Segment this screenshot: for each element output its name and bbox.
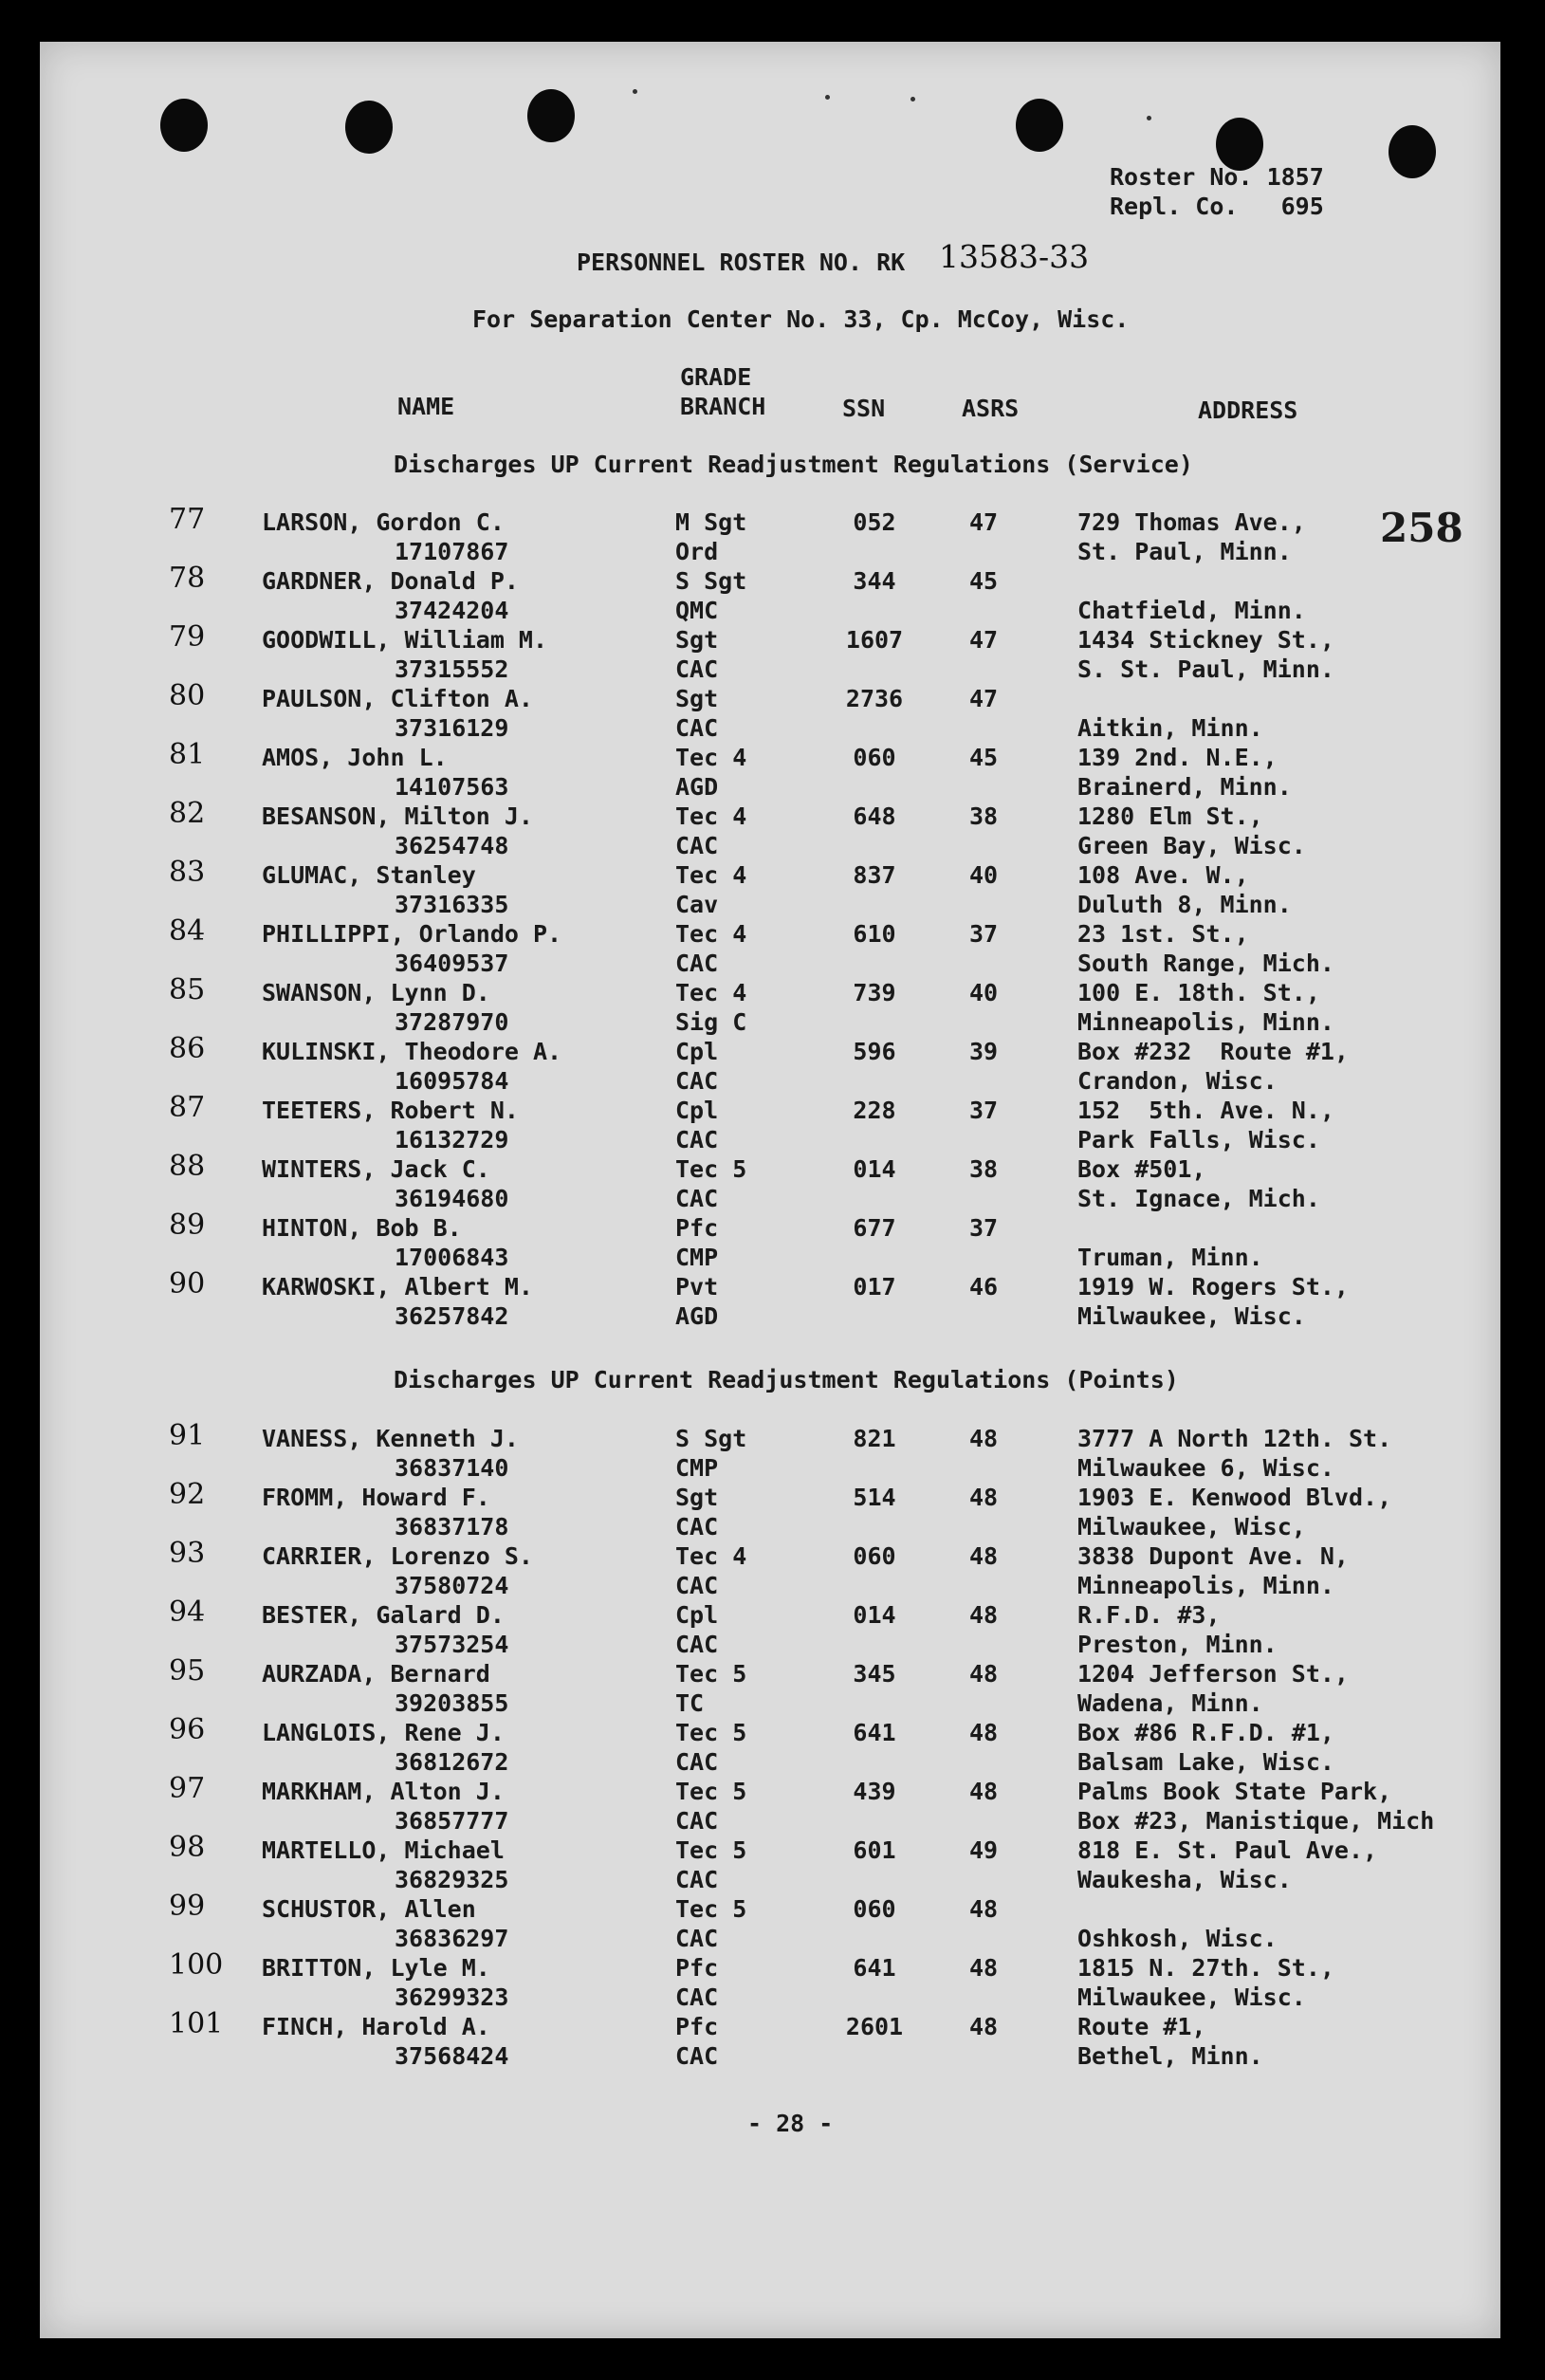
asrs-score: 37: [968, 920, 999, 948]
address-line-2: Bethel, Minn.: [1077, 2042, 1263, 2070]
stamp-number: 258: [1380, 505, 1463, 551]
row-number: 89: [169, 1208, 206, 1242]
address-line-1: 1204 Jefferson St.,: [1077, 1660, 1349, 1688]
branch: CMP: [675, 1454, 719, 1482]
address-line-1: 1815 N. 27th. St.,: [1077, 1954, 1334, 1982]
branch: CAC: [675, 832, 719, 859]
punch-hole: [527, 89, 575, 142]
asrs-score: 48: [968, 1660, 999, 1688]
soldier-name: FROMM, Howard F.: [262, 1484, 490, 1511]
branch: CAC: [675, 1126, 719, 1153]
grade: Sgt: [675, 626, 719, 654]
address-line-1: Box #232 Route #1,: [1077, 1038, 1349, 1065]
asrs-score: 48: [968, 1601, 999, 1629]
serial-number: 36409537: [395, 950, 509, 977]
serial-number: 36194680: [395, 1185, 509, 1212]
branch: CAC: [675, 1572, 719, 1599]
serial-number: 17006843: [395, 1244, 509, 1271]
branch: CAC: [675, 1983, 719, 2011]
row-number: 86: [169, 1032, 206, 1065]
address-line-1: Box #501,: [1077, 1155, 1206, 1183]
serial-number: 16132729: [395, 1126, 509, 1153]
soldier-name: BESANSON, Milton J.: [262, 803, 533, 830]
address-line-2: Crandon, Wisc.: [1077, 1067, 1278, 1095]
branch: CAC: [675, 1925, 719, 1952]
branch: Cav: [675, 891, 719, 918]
address-line-1: 108 Ave. W.,: [1077, 861, 1249, 889]
row-number: 87: [169, 1091, 206, 1124]
branch: CAC: [675, 655, 719, 683]
ssn: 228: [853, 1097, 896, 1124]
address-line-1: 1903 E. Kenwood Blvd.,: [1077, 1484, 1392, 1511]
soldier-name: LARSON, Gordon C.: [262, 508, 505, 536]
soldier-name: GOODWILL, William M.: [262, 626, 548, 654]
address-line-2: Truman, Minn.: [1077, 1244, 1263, 1271]
ssn: 060: [853, 744, 896, 771]
ssn-header: SSN: [842, 395, 886, 422]
serial-number: 37424204: [395, 597, 509, 624]
asrs-score: 48: [968, 2013, 999, 2040]
serial-number: 36829325: [395, 1866, 509, 1893]
row-number: 96: [169, 1713, 206, 1746]
serial-number: 37287970: [395, 1008, 509, 1036]
ssn: 439: [853, 1778, 896, 1805]
soldier-name: MARTELLO, Michael: [262, 1836, 505, 1864]
grade-header: GRADE: [680, 363, 752, 391]
ssn: 837: [853, 861, 896, 889]
serial-number: 36837140: [395, 1454, 509, 1482]
grade: Cpl: [675, 1097, 719, 1124]
grade: Tec 4: [675, 744, 747, 771]
row-number: 99: [169, 1890, 206, 1923]
ssn: 739: [853, 979, 896, 1006]
roster-number: Roster No. 1857: [1110, 163, 1324, 191]
address-line-2: Milwaukee, Wisc,: [1077, 1513, 1306, 1541]
ssn: 641: [853, 1719, 896, 1746]
branch: CAC: [675, 1866, 719, 1893]
ssn: 821: [853, 1425, 896, 1452]
serial-number: 36836297: [395, 1925, 509, 1952]
address-line-2: Chatfield, Minn.: [1077, 597, 1306, 624]
asrs-score: 38: [968, 1155, 999, 1183]
branch: CAC: [675, 1807, 719, 1835]
serial-number: 36299323: [395, 1983, 509, 2011]
address-line-2: St. Paul, Minn.: [1077, 538, 1292, 565]
ssn: 052: [853, 508, 896, 536]
ssn: 596: [853, 1038, 896, 1065]
row-number: 79: [169, 620, 206, 654]
ssn: 514: [853, 1484, 896, 1511]
ssn: 677: [853, 1214, 896, 1242]
grade: Pfc: [675, 2013, 719, 2040]
address-line-2: Waukesha, Wisc.: [1077, 1866, 1292, 1893]
grade: Tec 4: [675, 979, 747, 1006]
serial-number: 37573254: [395, 1631, 509, 1658]
grade: M Sgt: [675, 508, 747, 536]
punch-hole: [1016, 99, 1063, 152]
punch-mark: [910, 97, 915, 101]
ssn: 601: [853, 1836, 896, 1864]
asrs-score: 48: [968, 1954, 999, 1982]
serial-number: 37316129: [395, 714, 509, 742]
row-number: 77: [169, 503, 206, 536]
branch: CMP: [675, 1244, 719, 1271]
roster-title: PERSONNEL ROSTER NO. RK: [577, 249, 906, 276]
serial-number: 36257842: [395, 1302, 509, 1330]
address-line-1: R.F.D. #3,: [1077, 1601, 1221, 1629]
row-number: 93: [169, 1537, 206, 1570]
grade: Cpl: [675, 1601, 719, 1629]
address-line-2: Milwaukee, Wisc.: [1077, 1983, 1306, 2011]
row-number: 81: [169, 738, 206, 771]
branch: Ord: [675, 538, 719, 565]
soldier-name: GLUMAC, Stanley: [262, 861, 476, 889]
address-line-2: South Range, Mich.: [1077, 950, 1334, 977]
asrs-score: 48: [968, 1542, 999, 1570]
row-number: 83: [169, 856, 206, 889]
row-number: 94: [169, 1596, 206, 1629]
row-number: 97: [169, 1772, 206, 1805]
soldier-name: PHILLIPPI, Orlando P.: [262, 920, 562, 948]
address-line-1: 3777 A North 12th. St.: [1077, 1425, 1392, 1452]
soldier-name: WINTERS, Jack C.: [262, 1155, 490, 1183]
grade: Tec 5: [675, 1155, 747, 1183]
branch: QMC: [675, 597, 719, 624]
grade: Tec 5: [675, 1660, 747, 1688]
punch-mark: [825, 95, 830, 100]
section-heading: Discharges UP Current Readjustment Regulations (Points): [394, 1366, 1179, 1393]
page-number: - 28 -: [747, 2110, 834, 2137]
serial-number: 36254748: [395, 832, 509, 859]
soldier-name: FINCH, Harold A.: [262, 2013, 490, 2040]
soldier-name: BESTER, Galard D.: [262, 1601, 505, 1629]
asrs-score: 45: [968, 567, 999, 595]
asrs-score: 48: [968, 1425, 999, 1452]
soldier-name: LANGLOIS, Rene J.: [262, 1719, 505, 1746]
row-number: 78: [169, 562, 206, 595]
address-line-2: Milwaukee, Wisc.: [1077, 1302, 1306, 1330]
branch: CAC: [675, 950, 719, 977]
address-line-1: Palms Book State Park,: [1077, 1778, 1392, 1805]
soldier-name: GARDNER, Donald P.: [262, 567, 519, 595]
ssn: 610: [853, 920, 896, 948]
asrs-header: ASRS: [962, 395, 1020, 422]
name-header: NAME: [397, 393, 455, 420]
ssn: 344: [853, 567, 896, 595]
grade: Pfc: [675, 1214, 719, 1242]
address-line-1: 23 1st. St.,: [1077, 920, 1249, 948]
soldier-name: BRITTON, Lyle M.: [262, 1954, 490, 1982]
branch: CAC: [675, 1185, 719, 1212]
row-number: 91: [169, 1419, 206, 1452]
asrs-score: 39: [968, 1038, 999, 1065]
row-number: 100: [169, 1948, 224, 1982]
address-line-2: Minneapolis, Minn.: [1077, 1572, 1334, 1599]
punch-hole: [1389, 125, 1436, 178]
address-line-1: 3838 Dupont Ave. N,: [1077, 1542, 1349, 1570]
serial-number: 14107563: [395, 773, 509, 801]
branch: CAC: [675, 1067, 719, 1095]
address-line-2: Duluth 8, Minn.: [1077, 891, 1292, 918]
grade: Sgt: [675, 1484, 719, 1511]
ssn: 060: [853, 1895, 896, 1923]
row-number: 95: [169, 1654, 206, 1688]
grade: Tec 4: [675, 1542, 747, 1570]
ssn: 345: [853, 1660, 896, 1688]
branch: CAC: [675, 1513, 719, 1541]
soldier-name: MARKHAM, Alton J.: [262, 1778, 505, 1805]
ssn: 014: [853, 1601, 896, 1629]
soldier-name: TEETERS, Robert N.: [262, 1097, 519, 1124]
asrs-score: 48: [968, 1719, 999, 1746]
soldier-name: SWANSON, Lynn D.: [262, 979, 490, 1006]
serial-number: 36837178: [395, 1513, 509, 1541]
address-line-1: 1434 Stickney St.,: [1077, 626, 1334, 654]
asrs-score: 48: [968, 1895, 999, 1923]
row-number: 85: [169, 973, 206, 1006]
row-number: 90: [169, 1267, 206, 1301]
asrs-score: 40: [968, 979, 999, 1006]
row-number: 92: [169, 1478, 206, 1511]
address-line-1: 100 E. 18th. St.,: [1077, 979, 1320, 1006]
branch: AGD: [675, 773, 719, 801]
row-number: 80: [169, 679, 206, 712]
row-number: 98: [169, 1831, 206, 1864]
soldier-name: KARWOSKI, Albert M.: [262, 1273, 533, 1301]
address-line-2: S. St. Paul, Minn.: [1077, 655, 1334, 683]
serial-number: 37315552: [395, 655, 509, 683]
branch: CAC: [675, 1631, 719, 1658]
soldier-name: AMOS, John L.: [262, 744, 448, 771]
serial-number: 37580724: [395, 1572, 509, 1599]
asrs-score: 47: [968, 626, 999, 654]
punch-mark: [633, 89, 637, 94]
address-line-1: 1919 W. Rogers St.,: [1077, 1273, 1349, 1301]
branch: TC: [675, 1689, 705, 1717]
grade: Tec 4: [675, 861, 747, 889]
branch: AGD: [675, 1302, 719, 1330]
address-line-2: Oshkosh, Wisc.: [1077, 1925, 1278, 1952]
section-heading: Discharges UP Current Readjustment Regulations (Service): [394, 451, 1193, 478]
grade: Tec 5: [675, 1895, 747, 1923]
asrs-score: 49: [968, 1836, 999, 1864]
grade: Sgt: [675, 685, 719, 712]
asrs-score: 45: [968, 744, 999, 771]
address-line-2: Green Bay, Wisc.: [1077, 832, 1306, 859]
address-line-1: 729 Thomas Ave.,: [1077, 508, 1306, 536]
punch-mark: [1147, 116, 1151, 120]
ssn: 2601: [845, 2013, 904, 2040]
asrs-score: 48: [968, 1778, 999, 1805]
ssn: 2736: [845, 685, 904, 712]
branch: CAC: [675, 714, 719, 742]
branch-header: BRANCH: [680, 393, 766, 420]
address-line-2: Brainerd, Minn.: [1077, 773, 1292, 801]
grade: Tec 4: [675, 920, 747, 948]
grade: S Sgt: [675, 567, 747, 595]
grade: Tec 5: [675, 1778, 747, 1805]
ssn: 641: [853, 1954, 896, 1982]
soldier-name: AURZADA, Bernard: [262, 1660, 490, 1688]
address-line-1: 152 5th. Ave. N.,: [1077, 1097, 1334, 1124]
address-line-2: Minneapolis, Minn.: [1077, 1008, 1334, 1036]
punch-hole: [345, 101, 393, 154]
grade: Pfc: [675, 1954, 719, 1982]
serial-number: 37316335: [395, 891, 509, 918]
ssn: 1607: [845, 626, 904, 654]
row-number: 84: [169, 914, 206, 948]
asrs-score: 40: [968, 861, 999, 889]
ssn: 014: [853, 1155, 896, 1183]
address-line-2: St. Ignace, Mich.: [1077, 1185, 1320, 1212]
soldier-name: CARRIER, Lorenzo S.: [262, 1542, 533, 1570]
punch-hole: [160, 99, 208, 152]
address-header: ADDRESS: [1198, 397, 1298, 424]
row-number: 101: [169, 2007, 224, 2040]
soldier-name: SCHUSTOR, Allen: [262, 1895, 476, 1923]
grade: Tec 4: [675, 803, 747, 830]
serial-number: 36857777: [395, 1807, 509, 1835]
grade: Tec 5: [675, 1836, 747, 1864]
address-line-1: Box #86 R.F.D. #1,: [1077, 1719, 1334, 1746]
ssn: 648: [853, 803, 896, 830]
branch: CAC: [675, 1748, 719, 1776]
ssn: 017: [853, 1273, 896, 1301]
address-line-2: Preston, Minn.: [1077, 1631, 1278, 1658]
address-line-2: Aitkin, Minn.: [1077, 714, 1263, 742]
ssn: 060: [853, 1542, 896, 1570]
asrs-score: 48: [968, 1484, 999, 1511]
address-line-1: Route #1,: [1077, 2013, 1206, 2040]
address-line-1: 818 E. St. Paul Ave.,: [1077, 1836, 1378, 1864]
asrs-score: 47: [968, 508, 999, 536]
soldier-name: VANESS, Kenneth J.: [262, 1425, 519, 1452]
asrs-score: 47: [968, 685, 999, 712]
grade: S Sgt: [675, 1425, 747, 1452]
grade: Pvt: [675, 1273, 719, 1301]
roster-subtitle: For Separation Center No. 33, Cp. McCoy, Wisc.: [472, 305, 1130, 333]
asrs-score: 37: [968, 1214, 999, 1242]
address-line-2: Balsam Lake, Wisc.: [1077, 1748, 1334, 1776]
replacement-company: Repl. Co. 695: [1110, 193, 1324, 220]
serial-number: 37568424: [395, 2042, 509, 2070]
soldier-name: KULINSKI, Theodore A.: [262, 1038, 562, 1065]
address-line-2: Box #23, Manistique, Mich: [1077, 1807, 1435, 1835]
grade: Tec 5: [675, 1719, 747, 1746]
serial-number: 39203855: [395, 1689, 509, 1717]
soldier-name: PAULSON, Clifton A.: [262, 685, 533, 712]
address-line-2: Wadena, Minn.: [1077, 1689, 1263, 1717]
row-number: 82: [169, 797, 206, 830]
serial-number: 16095784: [395, 1067, 509, 1095]
grade: Cpl: [675, 1038, 719, 1065]
row-number: 88: [169, 1150, 206, 1183]
asrs-score: 46: [968, 1273, 999, 1301]
address-line-2: Milwaukee 6, Wisc.: [1077, 1454, 1334, 1482]
branch: Sig C: [675, 1008, 747, 1036]
address-line-1: 139 2nd. N.E.,: [1077, 744, 1278, 771]
soldier-name: HINTON, Bob B.: [262, 1214, 462, 1242]
address-line-2: Park Falls, Wisc.: [1077, 1126, 1320, 1153]
address-line-1: 1280 Elm St.,: [1077, 803, 1263, 830]
serial-number: 36812672: [395, 1748, 509, 1776]
asrs-score: 38: [968, 803, 999, 830]
branch: CAC: [675, 2042, 719, 2070]
asrs-score: 37: [968, 1097, 999, 1124]
serial-number: 17107867: [395, 538, 509, 565]
roster-title-handwritten: 13583-33: [939, 238, 1090, 275]
